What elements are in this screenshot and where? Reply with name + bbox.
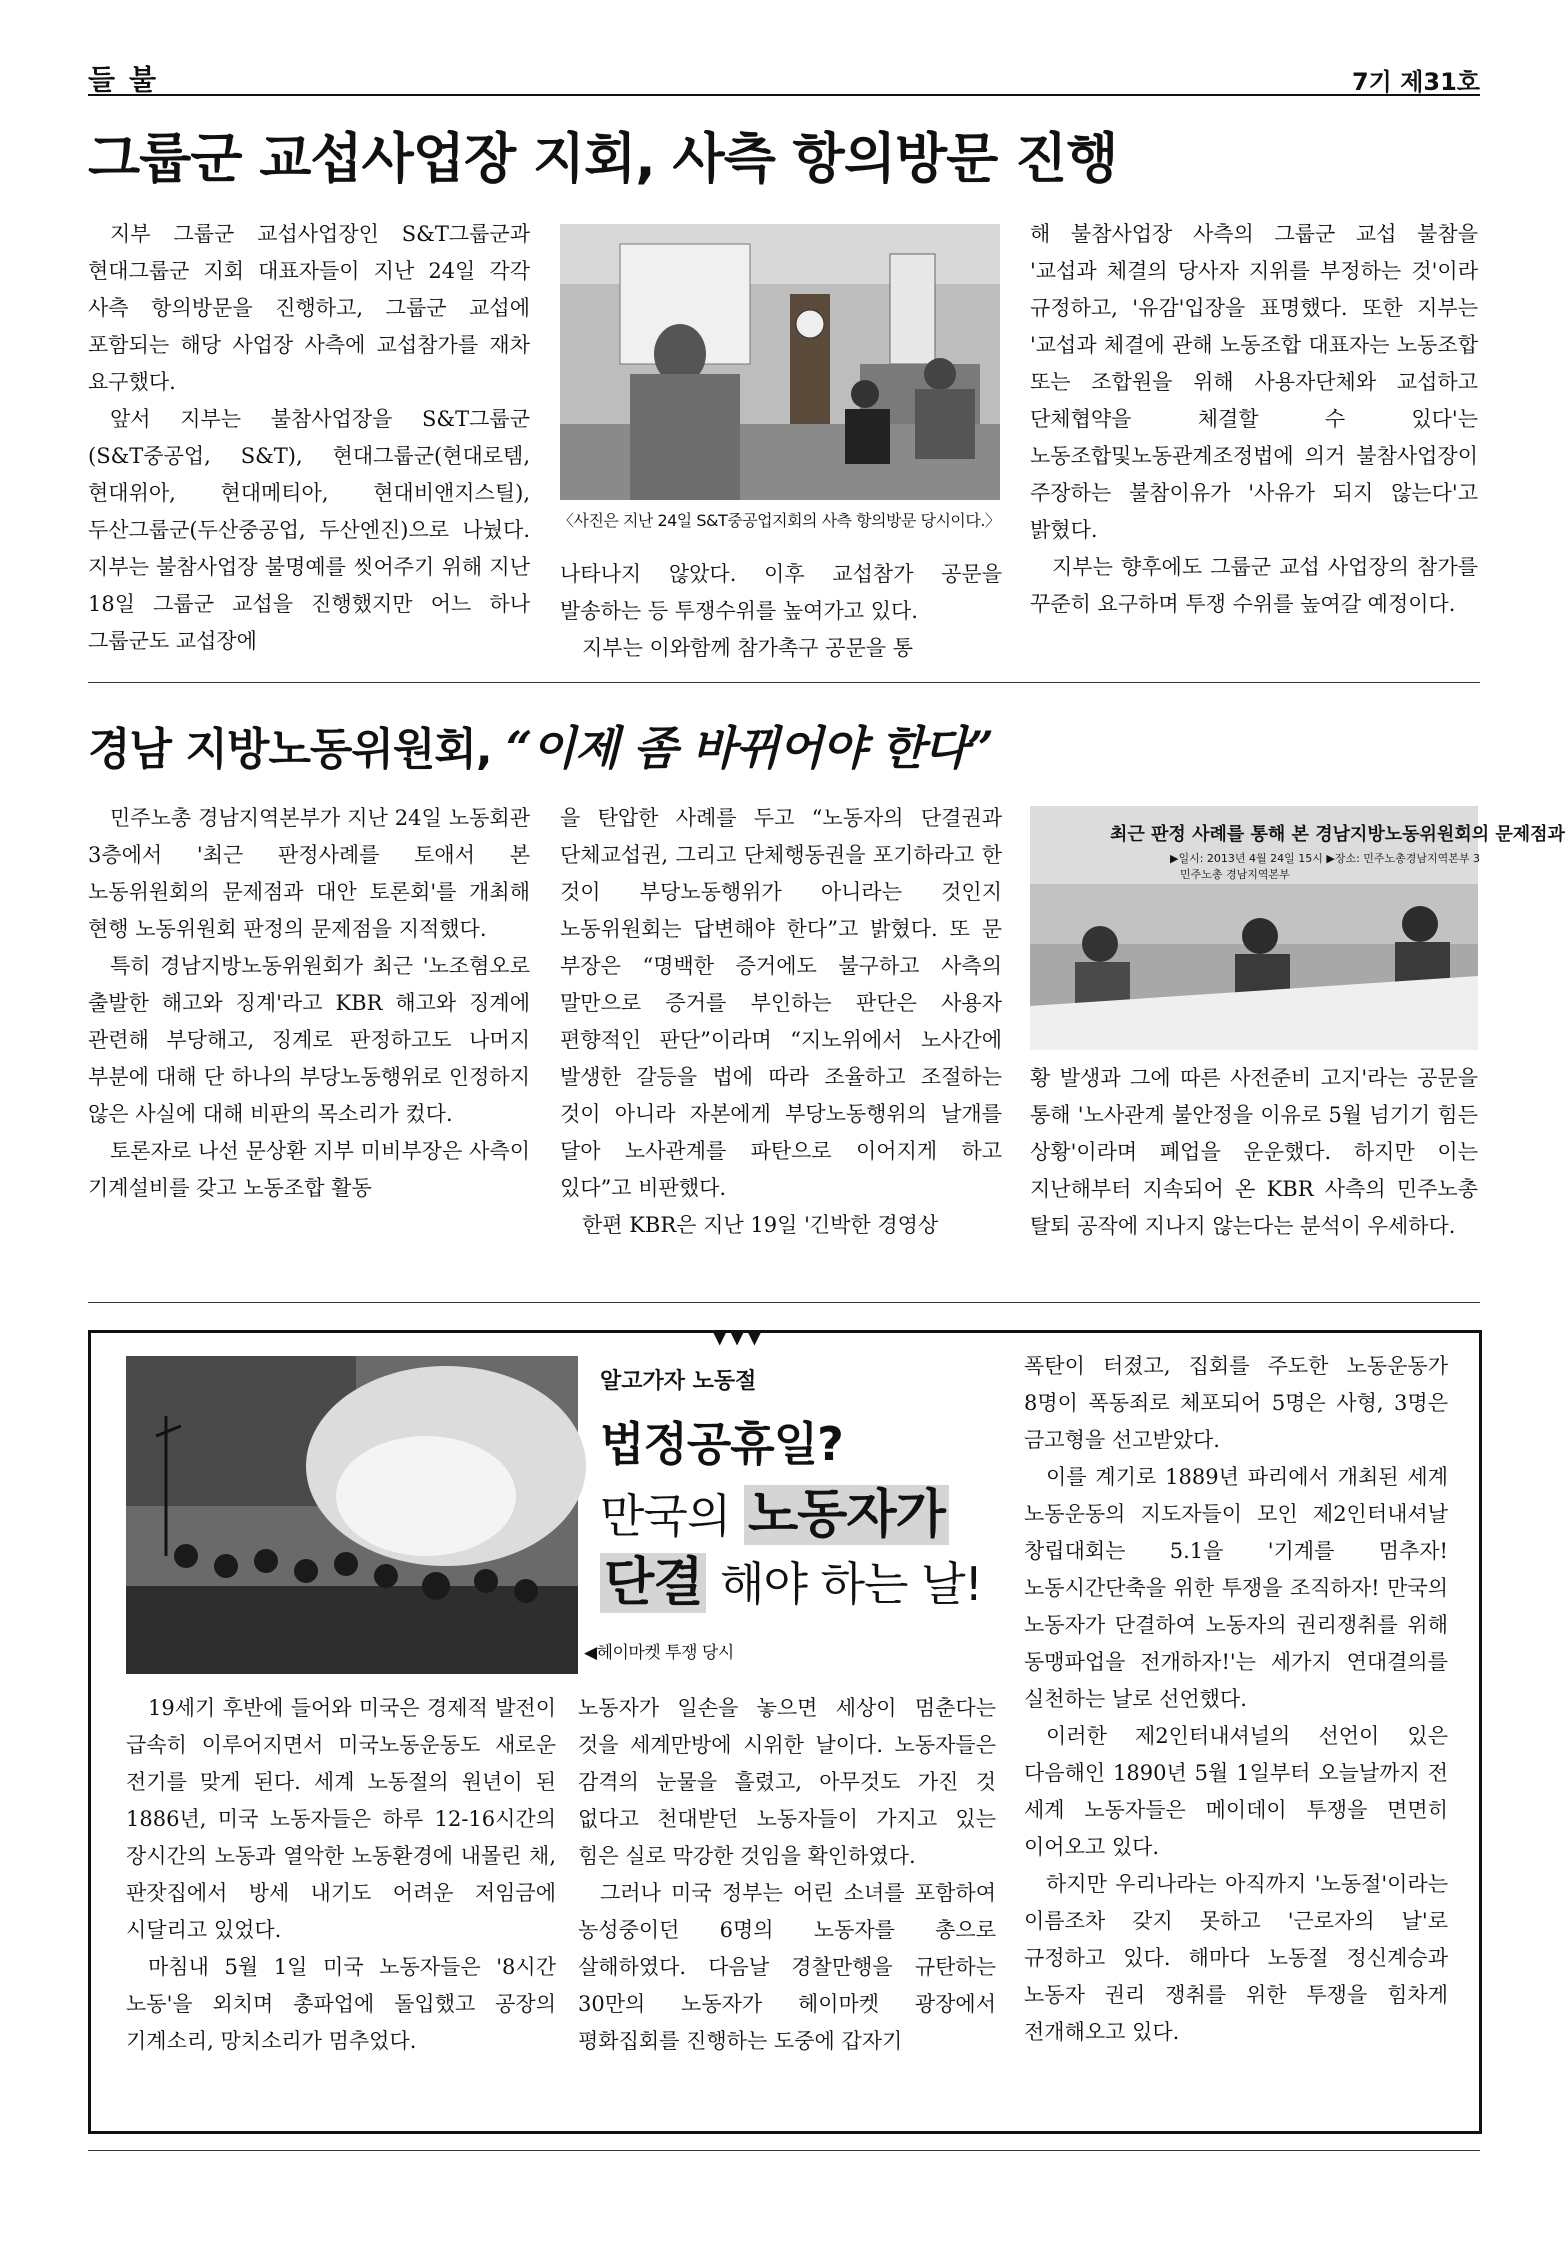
paragraph: 한편 KBR은 지난 19일 '긴박한 경영상 (582, 1213, 939, 1237)
forum-banner-title: 최근 판정 사례를 통해 본 경남지방노동위원회의 문제점과 (1110, 824, 1565, 845)
office-protest-photo (560, 224, 1000, 500)
paragraph: 폭탄이 터졌고, 집회를 주도한 노동운동가 8명이 폭동죄로 체포되어 5명은 사형, 3명은 금고형을 선고받았다. (1024, 1354, 1448, 1452)
paragraph: 민주노총 경남지역본부가 지난 24일 노동회관 3층에서 '최근 판정사례를 토애서 본 노동위원회의 문제점과 대안 토론회'를 개최해 현행 노동위원회 판정의 문제점을 지적했다. (88, 806, 530, 941)
article2-col1 (88, 800, 530, 1207)
paragraph: 하지만 우리나라는 아직까지 '노동절'이라는 이름조차 갖지 못하고 '근로자의 날'로 규정하고 있다. 해마다 노동절 정신계승과 노동자 권리 쟁취를 위한 투쟁을 힘차게 전개해오고 있다. (1024, 1872, 1448, 2044)
article3-col3 (1024, 1348, 1448, 2051)
article1-photo (560, 224, 1000, 500)
arrows-decoration: ▼▼▼ (712, 1324, 765, 1348)
paragraph: 그러나 미국 정부는 어린 소녀를 포함하여 농성중이던 6명의 노동자를 총으로 살해하였다. 다음날 경찰만행을 규탄하는 30만의 노동자가 헤이마켓 광장에서 평화집회를 진행하는 도중에 갑자기 (578, 1881, 996, 2053)
article2-title (88, 712, 993, 778)
haymarket-engraving (126, 1356, 578, 1674)
headline-highlight: 단결 (600, 1553, 706, 1613)
article1-photo-caption: 〈사진은 지난 24일 S&T중공업지회의 사측 항의방문 당시이다.〉 (558, 511, 1001, 530)
article3-col2 (578, 1690, 996, 2060)
section-divider (88, 682, 1480, 683)
feature-kicker: 알고가자 노동절 (600, 1369, 757, 1394)
paragraph: 지부는 이와함께 참가촉구 공문을 통 (582, 636, 913, 660)
feature-headline-line2 (600, 1472, 949, 1547)
page-header (88, 60, 1480, 96)
article2-title-main: 경남 지방노동위원회, (88, 724, 506, 775)
paragraph: 지부 그룹군 교섭사업장인 S&T그룹군과 현대그룹군 지회 대표자들이 지난 24일 각각 사측 항의방문을 진행하고, 그룹군 교섭에 포함되는 해당 사업장 사측에 교섭참가를 재차 요구했다. (88, 222, 530, 394)
feature-headline-line3 (600, 1540, 982, 1615)
headline-text: 해야 하는 날! (706, 1557, 982, 1611)
forum-banner-sub: ▶일시: 2013년 4월 24일 15시 ▶장소: 민주노총경남지역본부 3 (1170, 852, 1481, 865)
paragraph: 특히 경남지방노동위원회가 최근 '노조혐오로 출발한 해고와 징계'라고 KBR 해고와 징계에 관련해 부당해고, 징계로 판정하고도 나머지 부분에 대해 단 하나의 부당노동행위로 인정하지 않은 사실에 대해 비판의 목소리가 컸다. (88, 954, 530, 1126)
article1-col3 (1030, 216, 1478, 623)
headline-highlight: 노동자가 (744, 1485, 949, 1545)
article2-title-quote: “이제 좀 바뀌어야 한다” (505, 721, 993, 775)
article1-col1 (88, 216, 530, 660)
article1-col2 (560, 556, 1002, 667)
newsletter-name: 들불 (88, 63, 171, 96)
paragraph: 19세기 후반에 들어와 미국은 경제적 발전이 급속히 이루어지면서 미국노동운동도 새로운 전기를 맞게 된다. 세계 노동절의 원년이 된 1886년, 미국 노동자들은 하루 12-16시간의 장시간의 노동과 열악한 노동환경에 내몰린 채, 판잣집에서 방세 내기도 어려운 저임금에 시달리고 있었다. (126, 1696, 556, 1942)
paragraph: 나타나지 않았다. 이후 교섭참가 공문을 발송하는 등 투쟁수위를 높여가고 있다. (560, 562, 1002, 623)
paragraph: 마침내 5월 1일 미국 노동자들은 '8시간 노동'을 외치며 총파업에 돌입했고 공장의 기계소리, 망치소리가 멈추었다. (126, 1955, 556, 2053)
page-bottom-rule (88, 2150, 1480, 2151)
issue-number: 7기 제31호 (1351, 68, 1480, 96)
paragraph: 이를 계기로 1889년 파리에서 개최된 세계 노동운동의 지도자들이 모인 제2인터내셔날 창립대회는 5.1을 '기계를 멈추자! 노동시간단축을 위한 투쟁을 조직하자! 만국의 노동자가 단결하여 노동자의 권리쟁취를 위해 동맹파업을 전개하자!'는 세가지 연대결의를 실천하는 날로 선언했다. (1024, 1465, 1448, 1711)
paragraph: 해 불참사업장 사측의 그룹군 교섭 불참을 '교섭과 체결의 당사자 지위를 부정하는 것'이라 규정하고, '유감'입장을 표명했다. 또한 지부는 '교섭과 체결에 관해 노동조합 대표자는 노동조합 또는 조합원을 위해 사용자단체와 교섭하고 단체협약을 체결할 수 있다'는 노동조합및노동관계조정법에 의거 불참사업장이 주장하는 불참이유가 '사유가 되지 않는다'고 밝혔다. (1030, 222, 1478, 542)
article2-col2 (560, 800, 1002, 1244)
paragraph: 지부는 향후에도 그룹군 교섭 사업장의 참가를 꾸준히 요구하며 투쟁 수위를 높여갈 예정이다. (1030, 555, 1478, 616)
feature-photo-caption: ◀헤이마켓 투쟁 당시 (584, 1643, 734, 1663)
headline-text: 만국의 (600, 1489, 744, 1543)
section-divider (88, 1302, 1480, 1303)
paragraph: 이러한 제2인터내셔널의 선언이 있은 다음해인 1890년 5월 1일부터 오늘날까지 전 세계 노동자들은 메이데이 투쟁을 면면히 이어오고 있다. (1024, 1724, 1448, 1859)
feature-headline-line1: 법정공휴일? (600, 1417, 843, 1471)
article2-col3 (1030, 1060, 1478, 1245)
paragraph: 앞서 지부는 불참사업장을 S&T그룹군(S&T중공업, S&T), 현대그룹군(현대로템, 현대위아, 현대메티아, 현대비앤지스틸), 두산그룹군(두산중공업, 두산엔진)으로 나눴다. 지부는 불참사업장 불명예를 씻어주기 위해 지난 18일 그룹군 교섭을 진행했지만 어느 하나 그룹군도 교섭장에 (88, 407, 530, 653)
article1-title: 그룹군 교섭사업장 지회, 사측 항의방문 진행 (88, 127, 1118, 190)
paragraph: 토론자로 나선 문상환 지부 미비부장은 사측이 기계설비를 갖고 노동조합 활동 (88, 1139, 530, 1200)
article3-col1 (126, 1690, 556, 2060)
paragraph: 황 발생과 그에 따른 사전준비 고지'라는 공문을 통해 '노사관계 불안정을 이유로 5월 넘기기 힘든 상황'이라며 폐업을 운운했다. 하지만 이는 지난해부터 지속되어 온 KBR 사측의 민주노총 탈퇴 공작에 지나지 않는다는 분석이 우세하다. (1030, 1066, 1478, 1238)
haymarket-illustration (126, 1356, 578, 1674)
forum-banner-org: 민주노총 경남지역본부 (1180, 868, 1290, 881)
article2-photo (1030, 806, 1565, 1050)
paragraph: 을 탄압한 사례를 두고 “노동자의 단결권과 단체교섭권, 그리고 단체행동권을 포기하라고 한 것이 부당노동행위가 아니라는 것인지 노동위원회는 답변해야 한다”고 밝혔다. 또 문 부장은 “명백한 증거에도 불구하고 사측의 말만으로 증거를 부인하는 판단은 사용자 편향적인 판단”이라며 “지노위에서 노사간에 발생한 갈등을 법에 따라 조율하고 조절하는 것이 아니라 자본에게 부당노동행위의 날개를 달아 노사관계를 파탄으로 이어지게 하고 있다”고 비판했다. (560, 806, 1002, 1200)
paragraph: 노동자가 일손을 놓으면 세상이 멈춘다는 것을 세계만방에 시위한 날이다. 노동자들은 감격의 눈물을 흘렸고, 아무것도 가진 것 없다고 천대받던 노동자들이 가지고 있는 힘은 실로 막강한 것임을 확인하였다. (578, 1696, 996, 1868)
